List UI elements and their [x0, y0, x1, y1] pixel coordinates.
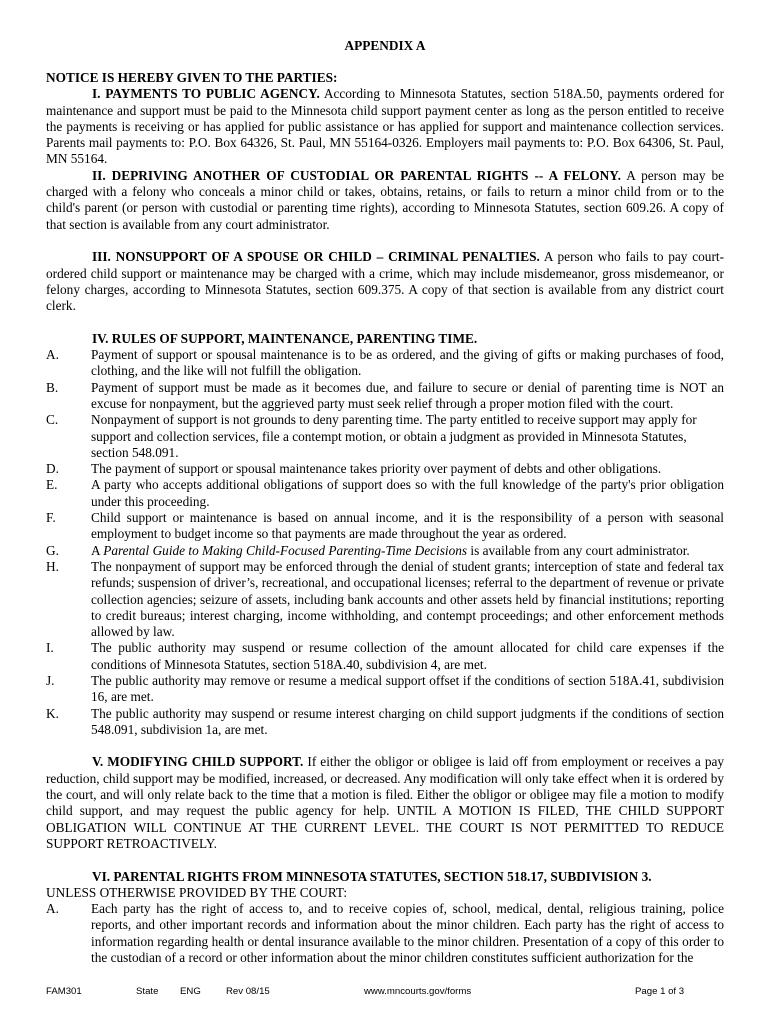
list-item-text: The public authority may suspend or resume interest charging on child support judgments if the conditions of section 548.091, subdivision 1a, are met.: [91, 705, 724, 737]
footer-form-number: FAM301: [46, 986, 82, 997]
list-item: [46, 412, 724, 461]
section-4-heading: IV. RULES OF SUPPORT, MAINTENANCE, PARENTING TIME.: [92, 330, 478, 346]
footer-state: State: [136, 986, 159, 997]
section-5-body: If either the obligor or obligee is laid off from employment or receives a pay reduction, child support may be modified, increased, or decreased. Any modification will only take effect when it is ordered by the court, and will only relate back to the time that a motion is filed. Either the obligor or obligee may file a motion to modify child support, and may request the public agency for help. UNTIL A MOTION IS FILED, THE CHILD SUPPORT OBLIGATION WILL CONTINUE AT THE CURRENT LEVEL. THE COURT IS NOT PERMITTED TO REDUCE SUPPORT RETROACTIVELY.: [46, 754, 725, 851]
footer-page-number: Page 1 of 3: [635, 986, 685, 997]
section-2: [46, 168, 724, 233]
list-item-label: A.: [46, 347, 59, 363]
list-item: [46, 901, 724, 966]
list-item: [46, 477, 724, 510]
list-item-text: Nonpayment of support is not grounds to deny parenting time. The party entitled to receive support may apply for support and collection services, file a contempt motion, or obtain a judgment as provided in Minnesota Statutes, section 548.091.: [91, 412, 697, 460]
list-item: [46, 510, 724, 543]
list-item-label: B.: [46, 379, 59, 395]
list-item: [46, 347, 724, 380]
page-title: APPENDIX A: [344, 38, 426, 53]
parental-guide-title: Parental Guide to Making Child-Focused Parenting-Time Decisions: [103, 542, 468, 558]
section-3: [46, 249, 724, 314]
list-item-label: F.: [46, 510, 56, 526]
list-item-text: Child support or maintenance is based on annual income, and it is the responsibility of a person with seasonal employment to budget income so that payments are made throughout the year as ordered.: [91, 510, 724, 542]
footer-revision: Rev 08/15: [226, 986, 270, 997]
list-item-text: The nonpayment of support may be enforced through the denial of student grants; interception of state and federal tax refunds; suspension of driver’s, recreational, and occupational licenses; referral to the department of revenue or private collection agencies; seizure of assets, including bank accounts and other assets held by financial institutions; reporting to credit bureaus; interest charging, income withholding, and contempt proceedings; and other enforcement methods allowed by law.: [91, 558, 724, 640]
list-item-text: Payment of support must be made as it becomes due, and failure to secure or denial of parenting time is NOT an excuse for nonpayment, but the aggrieved party must seek relief through a proper motion filed with the court.: [91, 379, 724, 411]
list-item: [46, 559, 724, 640]
parental-guide-prefix: A: [91, 542, 104, 558]
list-item-label: C.: [46, 412, 59, 428]
list-item-text: The public authority may suspend or resume collection of the amount allocated for child care expenses if the conditions of Minnesota Statutes, section 518A.40, subdivision 4, are met.: [91, 640, 724, 672]
document-body: [46, 70, 724, 966]
list-item-label: K.: [46, 705, 59, 721]
list-item-label: G.: [46, 542, 59, 558]
list-item-text: [91, 543, 724, 559]
page-footer: [46, 986, 724, 1000]
list-item-text: Payment of support or spousal maintenance is to be as ordered, and the giving of gifts or making purchases of food, clothing, and the like will not fulfill the obligation.: [91, 347, 724, 379]
list-item: [46, 380, 724, 413]
list-item: [46, 640, 724, 673]
section-6-heading: VI. PARENTAL RIGHTS FROM MINNESOTA STATUTES, SECTION 518.17, SUBDIVISION 3.: [92, 868, 652, 884]
section-6-subheading: UNLESS OTHERWISE PROVIDED BY THE COURT:: [46, 884, 348, 900]
section-2-body: A person may be charged with a felony who conceals a minor child or takes, obtains, retains, or fails to return a minor child from or to the child's parent (or person with custodial or parenting time rights), according to Minnesota Statutes, section 609.26. A copy of that section is available from any court administrator.: [46, 167, 725, 232]
list-item-text: A party who accepts additional obligations of support does so with the full knowledge of the party's prior obligation under this proceeding.: [91, 477, 724, 509]
section-5-heading: V. MODIFYING CHILD SUPPORT.: [92, 754, 304, 770]
list-item-label: H.: [46, 558, 59, 574]
list-item-label: I.: [46, 640, 54, 656]
list-item-text: The public authority may remove or resume a medical support offset if the conditions of section 518A.41, subdivision 16, are met.: [91, 672, 724, 705]
list-item-label: A.: [46, 901, 59, 917]
section-1: [46, 86, 724, 167]
list-item-text: Each party has the right of access to, and to receive copies of, school, medical, dental, religious training, police reports, and other important records and information about the minor children. Each party has the right of access to information regarding health or dental insurance available to the minor children. Presentation of a copy of this order to the custodian of a record or other information about the minor children constitutes sufficient authorization for the: [91, 901, 724, 966]
section-1-body: According to Minnesota Statutes, section 518A.50, payments ordered for maintenance and support must be paid to the Minnesota child support payment center as long as the person entitled to receive the payments is receiving or has applied for public assistance or has applied for support and maintenance collection services. Parents mail payments to: P.O. Box 64326, St. Paul, MN 55164-0326. Employers mail payments to: P.O. Box 64306, St. Paul, MN 55164.: [46, 86, 725, 167]
notice-heading: NOTICE IS HEREBY GIVEN TO THE PARTIES:: [46, 70, 338, 85]
footer-website: www.mncourts.gov/forms: [364, 986, 472, 997]
section-1-heading: I. PAYMENTS TO PUBLIC AGENCY.: [92, 86, 320, 102]
list-item-label: D.: [46, 461, 59, 477]
list-item: [46, 543, 724, 559]
list-item: [46, 706, 724, 739]
list-item-text: The payment of support or spousal maintenance takes priority over payment of debts and other obligations.: [91, 461, 662, 477]
list-item-label: J.: [46, 672, 55, 688]
section-3-heading: III. NONSUPPORT OF A SPOUSE OR CHILD – CRIMINAL PENALTIES.: [92, 249, 540, 265]
section-3-body: A person who fails to pay court-ordered child support or maintenance may be charged with a crime, which may include misdemeanor, gross misdemeanor, or felony charges, according to Minnesota Statutes, section 609.375. A copy of that section is available from any district court clerk.: [46, 249, 724, 314]
section-2-heading: II. DEPRIVING ANOTHER OF CUSTODIAL OR PARENTAL RIGHTS -- A FELONY.: [92, 167, 621, 183]
list-item-label: E.: [46, 477, 58, 493]
section-5: [46, 754, 724, 852]
list-item: [46, 673, 724, 706]
footer-language: ENG: [180, 986, 201, 997]
list-item: [46, 461, 724, 477]
parental-guide-suffix: is available from any court administrator.: [467, 542, 690, 558]
